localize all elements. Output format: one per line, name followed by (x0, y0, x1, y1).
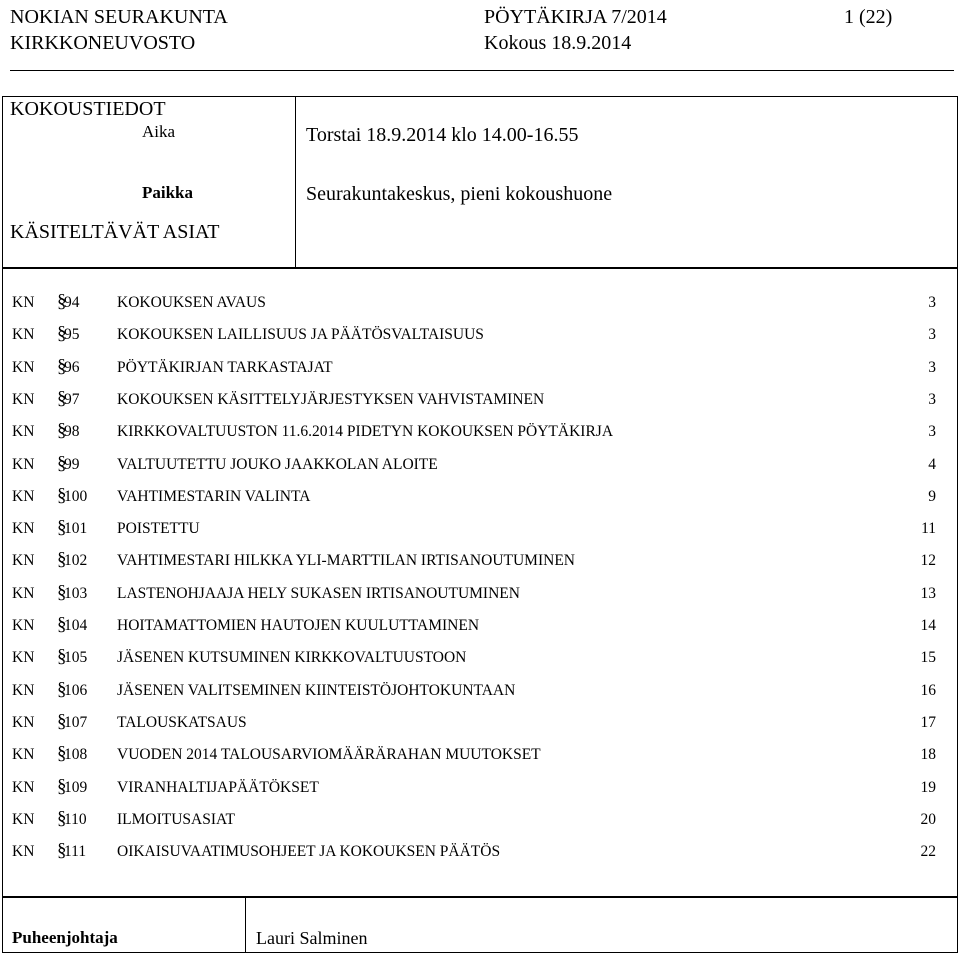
agenda-prefix: KN (12, 294, 35, 311)
section-symbol: § (57, 484, 67, 506)
agenda-number: 109 (64, 778, 88, 796)
section-symbol: § (57, 387, 67, 409)
agenda-item (0, 646, 958, 673)
section-symbol: § (57, 355, 67, 377)
document-title: PÖYTÄKIRJA 7/2014 (484, 6, 667, 28)
agenda-number: 101 (64, 520, 88, 538)
organization-name: NOKIAN SEURAKUNTA (10, 6, 228, 28)
agenda-prefix: KN (12, 584, 35, 602)
body-name: KIRKKONEUVOSTO (10, 32, 196, 54)
section-symbol: § (57, 678, 67, 700)
agenda-title: POISTETTU (117, 520, 200, 538)
agenda-item (0, 291, 958, 318)
agenda-title: VAHTIMESTARIN VALINTA (117, 487, 311, 505)
section-symbol: § (57, 549, 67, 571)
chair-label: Puheenjohtaja (12, 928, 118, 947)
agenda-item (0, 807, 958, 835)
agenda-page: 19 (920, 778, 936, 796)
agenda-prefix: KN (12, 713, 35, 731)
chair-name: Lauri Salminen (256, 928, 368, 948)
agenda-prefix: KN (12, 390, 35, 408)
agenda-item (0, 484, 958, 512)
agenda-title: HOITAMATTOMIEN HAUTOJEN KUULUTTAMINEN (117, 617, 480, 634)
place-label: Paikka (142, 183, 194, 202)
agenda-page: 3 (928, 390, 936, 408)
agenda-title: KOKOUKSEN LAILLISUUS JA PÄÄTÖSVALTAISUUS (117, 326, 484, 344)
agenda-page: 9 (928, 487, 936, 505)
time-value: Torstai 18.9.2014 klo 14.00-16.55 (306, 124, 579, 146)
agenda-page: 3 (928, 423, 936, 441)
agenda-title: KIRKKOVALTUUSTON 11.6.2014 PIDETYN KOKOUKSEN PÖYTÄKIRJA (117, 423, 614, 441)
section-symbol: § (57, 452, 67, 474)
agenda-page: 4 (928, 455, 936, 473)
agenda-item (0, 743, 958, 770)
agenda-title: LASTENOHJAAJA HELY SUKASEN IRTISANOUTUMINEN (117, 584, 520, 602)
agenda-number: 96 (64, 358, 80, 376)
agenda-prefix: KN (12, 520, 35, 538)
agenda-item (0, 840, 958, 867)
agenda-prefix: KN (12, 423, 35, 441)
agenda-number: 111 (64, 843, 87, 861)
agenda-number: 102 (64, 552, 88, 570)
agenda-title: JÄSENEN VALITSEMINEN KIINTEISTÖJOHTOKUNTAAN (117, 681, 516, 699)
section-symbol: § (57, 775, 67, 797)
agenda-number: 106 (64, 681, 88, 699)
agenda-title: OIKAISUVAATIMUSOHJEET JA KOKOUKSEN PÄÄTÖS (117, 843, 501, 861)
section-symbol: § (57, 420, 67, 442)
agenda-number: 108 (64, 746, 88, 764)
agenda-prefix: KN (12, 487, 35, 505)
agenda-title: KOKOUKSEN AVAUS (117, 294, 266, 311)
agenda-item (0, 614, 958, 641)
agenda-page: 11 (921, 520, 936, 538)
agenda-title: VAHTIMESTARI HILKKA YLI-MARTTILAN IRTISANOUTUMINEN (117, 552, 575, 570)
agenda-item (0, 517, 958, 544)
agenda-page: 13 (920, 584, 936, 602)
section-symbol: § (57, 614, 67, 635)
section-symbol: § (57, 517, 67, 539)
agenda-number: 97 (64, 390, 80, 408)
agenda-title: PÖYTÄKIRJAN TARKASTAJAT (117, 358, 333, 376)
agenda-heading: KÄSITELTÄVÄT ASIAT (10, 221, 220, 243)
agenda-prefix: KN (12, 746, 35, 764)
section-symbol: § (57, 743, 67, 765)
agenda-number: 110 (64, 810, 87, 828)
agenda-prefix: KN (12, 810, 35, 828)
agenda-page: 3 (928, 294, 936, 311)
agenda-item (0, 355, 958, 383)
agenda-number: 98 (64, 423, 80, 441)
agenda-item (0, 323, 958, 350)
header-rule (10, 70, 954, 71)
section-symbol: § (57, 710, 67, 732)
agenda-item (0, 678, 958, 706)
agenda-page: 17 (920, 713, 936, 731)
agenda-title: VUODEN 2014 TALOUSARVIOMÄÄRÄRAHAN MUUTOKSET (117, 746, 541, 764)
section-symbol: § (57, 840, 67, 862)
agenda-number: 100 (64, 487, 88, 505)
section-symbol: § (57, 323, 67, 345)
section-symbol: § (57, 291, 67, 312)
agenda-item (0, 710, 958, 738)
agenda-page: 15 (920, 649, 936, 667)
agenda-item (0, 452, 958, 480)
agenda-number: 104 (64, 617, 88, 634)
agenda-prefix: KN (12, 358, 35, 376)
agenda-prefix: KN (12, 778, 35, 796)
agenda-number: 99 (64, 455, 80, 473)
agenda-title: JÄSENEN KUTSUMINEN KIRKKOVALTUUSTOON (117, 649, 467, 667)
agenda-item (0, 420, 958, 447)
agenda-page: 22 (920, 843, 936, 861)
agenda-item (0, 775, 958, 803)
agenda-title: VIRANHALTIJAPÄÄTÖKSET (117, 778, 319, 796)
section-symbol: § (57, 646, 67, 668)
agenda-prefix: KN (12, 843, 35, 861)
agenda-page: 20 (920, 810, 936, 828)
agenda-number: 107 (64, 713, 88, 731)
agenda-item (0, 549, 958, 576)
agenda-title: TALOUSKATSAUS (117, 713, 247, 731)
agenda-title: ILMOITUSASIAT (117, 810, 235, 828)
agenda-page: 3 (928, 358, 936, 376)
time-label: Aika (142, 122, 176, 141)
agenda-page: 18 (920, 746, 936, 764)
meeting-info-heading: KOKOUSTIEDOT (10, 98, 166, 120)
agenda-number: 103 (64, 584, 88, 602)
agenda-number: 95 (64, 326, 80, 344)
agenda-page: 3 (928, 326, 936, 344)
agenda-page: 14 (920, 617, 936, 634)
agenda-title: KOKOUKSEN KÄSITTELYJÄRJESTYKSEN VAHVISTAMINEN (117, 390, 545, 408)
agenda-title: VALTUUTETTU JOUKO JAAKKOLAN ALOITE (117, 455, 438, 473)
section-symbol: § (57, 807, 67, 829)
agenda-page: 12 (920, 552, 936, 570)
page-count: 1 (22) (844, 6, 893, 28)
agenda-prefix: KN (12, 552, 35, 570)
agenda-item (0, 387, 958, 415)
agenda-prefix: KN (12, 326, 35, 344)
agenda-item (0, 581, 958, 609)
agenda-prefix: KN (12, 681, 35, 699)
agenda-prefix: KN (12, 649, 35, 667)
agenda-prefix: KN (12, 455, 35, 473)
meeting-date: Kokous 18.9.2014 (484, 32, 632, 54)
agenda-number: 94 (64, 294, 80, 311)
section-symbol: § (57, 581, 67, 603)
place-value: Seurakuntakeskus, pieni kokoushuone (306, 183, 613, 205)
agenda-prefix: KN (12, 617, 35, 634)
agenda-number: 105 (64, 649, 88, 667)
agenda-page: 16 (920, 681, 936, 699)
